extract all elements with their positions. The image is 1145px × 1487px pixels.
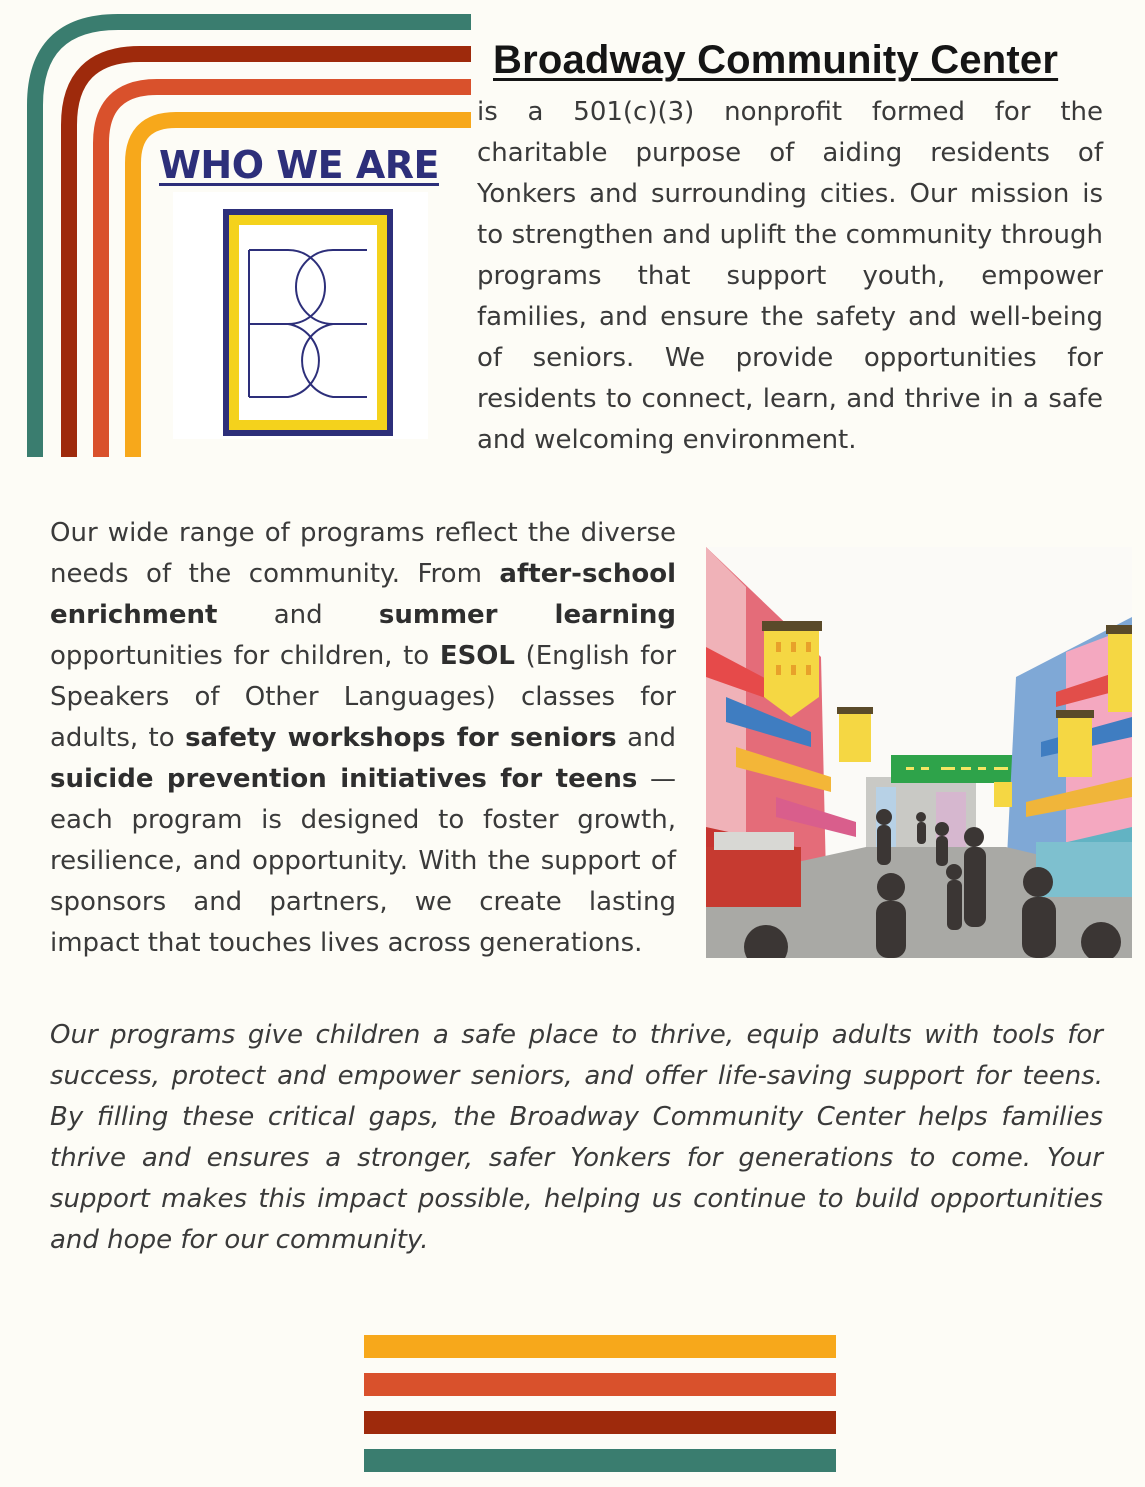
programs-paragraph xyxy=(50,513,676,964)
logo-monogram-icon xyxy=(173,192,428,439)
programs-text: and xyxy=(217,600,379,630)
closing-paragraph: Our programs give children a safe place to thrive, equip adults with tools for success, protect and empower seniors, and offer life-saving support for teens. By filling these critical gaps, the Broadway Community Center helps families thrive and ensures a stronger, safer Yonkers for generations to come. Your support makes this impact possible, helping us continue to build opportunities and hope for our community. xyxy=(50,1020,1103,1255)
programs-text: Our wide range of programs reflect the diverse needs of the community. From xyxy=(50,518,676,589)
org-name-heading: Broadway Community Center xyxy=(493,38,1059,82)
program-highlight: after-school enrichment xyxy=(50,559,676,630)
shopping-street-illustration xyxy=(706,547,1132,958)
intro-paragraph: is a 501(c)(3) nonprofit formed for the charitable purpose of aiding residents of Yonkers and surrounding cities. Our mission is to strengthen and uplift the community through programs that support youth, empower families, and ensure the safety and well-being of seniors. We provide opportunities for residents to connect, learn, and thrive in a safe and welcoming environment. xyxy=(477,97,1103,455)
programs-text: — each program is designed to foster growth, resilience, and opportunity. With the support of sponsors and partners, we create lasting impact that touches lives across generations. xyxy=(50,764,677,958)
programs-text: and xyxy=(616,723,676,753)
stripe-gold xyxy=(364,1335,836,1358)
decorative-stripes xyxy=(364,1335,836,1487)
programs-text: (English for Speakers of Other Languages) classes for adults, to xyxy=(50,641,677,753)
section-title: WHO WE ARE xyxy=(159,143,439,187)
stripe-maroon xyxy=(364,1411,836,1434)
bcc-monogram-logo xyxy=(173,192,428,439)
program-highlight: suicide prevention initiatives for teens xyxy=(50,764,638,794)
programs-text: opportunities for children, to xyxy=(50,641,440,671)
stripe-teal xyxy=(364,1449,836,1472)
program-highlight: safety workshops for seniors xyxy=(185,723,617,753)
stripe-orange xyxy=(364,1373,836,1396)
program-highlight: summer learning xyxy=(378,600,676,630)
program-highlight: ESOL xyxy=(439,641,515,671)
